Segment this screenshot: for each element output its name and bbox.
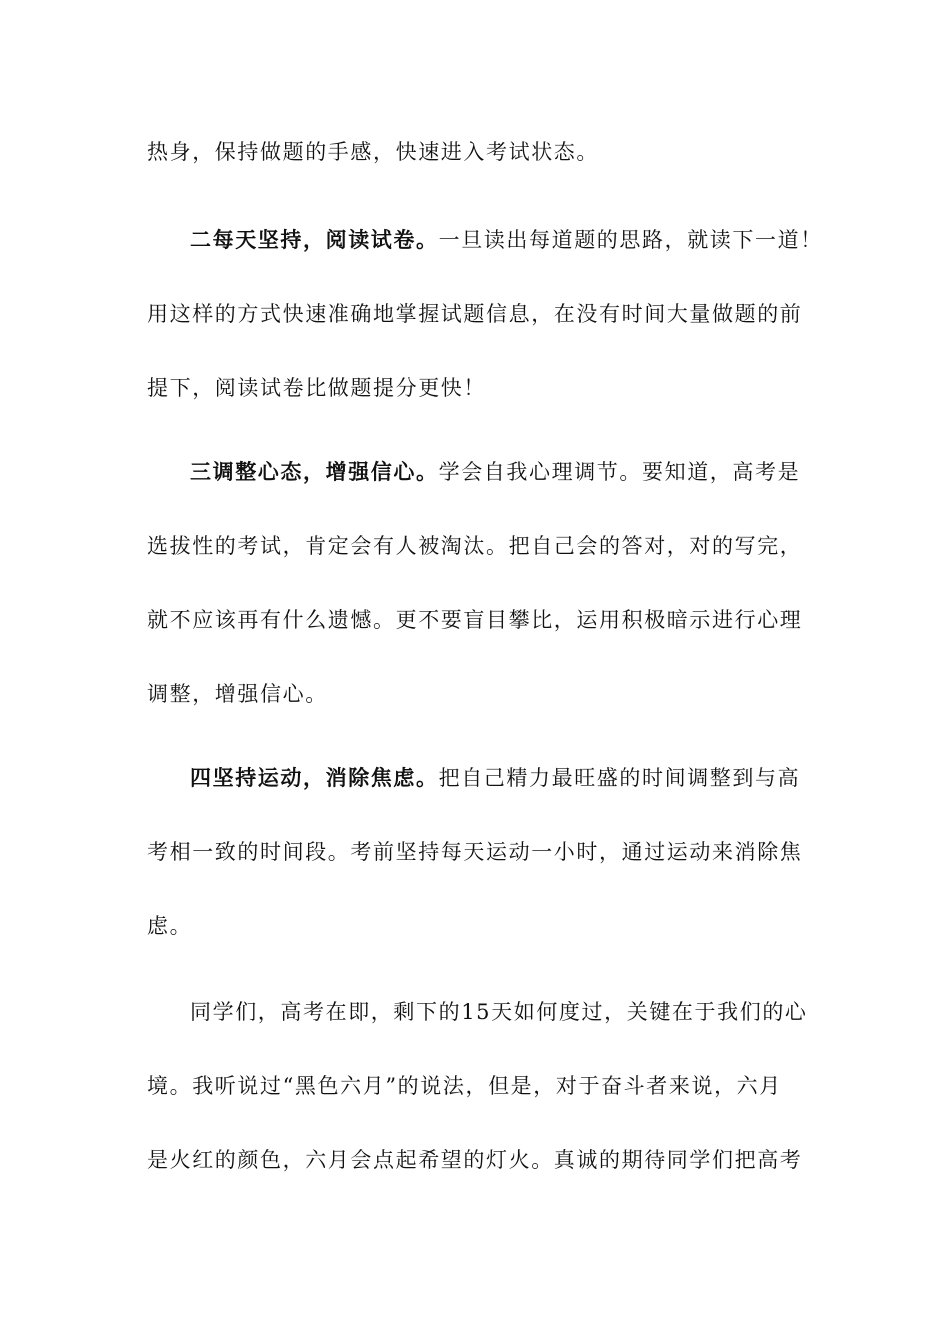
paragraph-line (147, 680, 807, 708)
paragraph-line (190, 764, 850, 792)
paragraph-line (147, 300, 807, 328)
paragraph-line (147, 138, 807, 166)
line-text: 用这样的方式快速准确地掌握试题信息，在没有时间大量做题的前 (147, 302, 803, 326)
line-text: 一旦读出每道题的思路，就读下一道！ (438, 228, 823, 252)
line-text: 热身，保持做题的手感，快速进入考试状态。 (147, 140, 599, 164)
section-heading: 三调整心态，增强信心。 (190, 459, 439, 484)
paragraph-line (147, 1146, 807, 1174)
line-text: 提下，阅读试卷比做题提分更快！ (147, 376, 486, 400)
line-text: 同学们，高考在即，剩下的15天如何度过，关键在于我们的心 (190, 1000, 808, 1024)
line-text: 虑。 (147, 914, 193, 938)
paragraph-line (147, 912, 807, 940)
line-text: 考相一致的时间段。考前坚持每天运动一小时，通过运动来消除焦 (147, 840, 803, 864)
line-text: 境。我听说过“黑色六月”的说法，但是，对于奋斗者来说，六月 (147, 1074, 782, 1098)
line-text: 把自己精力最旺盛的时间调整到与高 (438, 766, 801, 790)
line-text: 调整，增强信心。 (147, 682, 328, 706)
paragraph-line (190, 226, 850, 254)
paragraph-line (147, 532, 807, 560)
line-text: 选拔性的考试，肯定会有人被淘汰。把自己会的答对，对的写完， (147, 534, 803, 558)
line-text: 就不应该再有什么遗憾。更不要盲目攀比，运用积极暗示进行心理 (147, 608, 803, 632)
line-text: 是火红的颜色，六月会点起希望的灯火。真诚的期待同学们把高考 (147, 1148, 803, 1172)
paragraph-line (147, 374, 807, 402)
paragraph-line (190, 998, 850, 1026)
paragraph-line (147, 606, 807, 634)
section-heading: 二每天坚持，阅读试卷。 (190, 227, 439, 252)
paragraph-line (147, 838, 807, 866)
line-text: 学会自我心理调节。要知道，高考是 (438, 460, 801, 484)
paragraph-line (190, 458, 850, 486)
paragraph-line (147, 1072, 807, 1100)
section-heading: 四坚持运动，消除焦虑。 (190, 765, 439, 790)
